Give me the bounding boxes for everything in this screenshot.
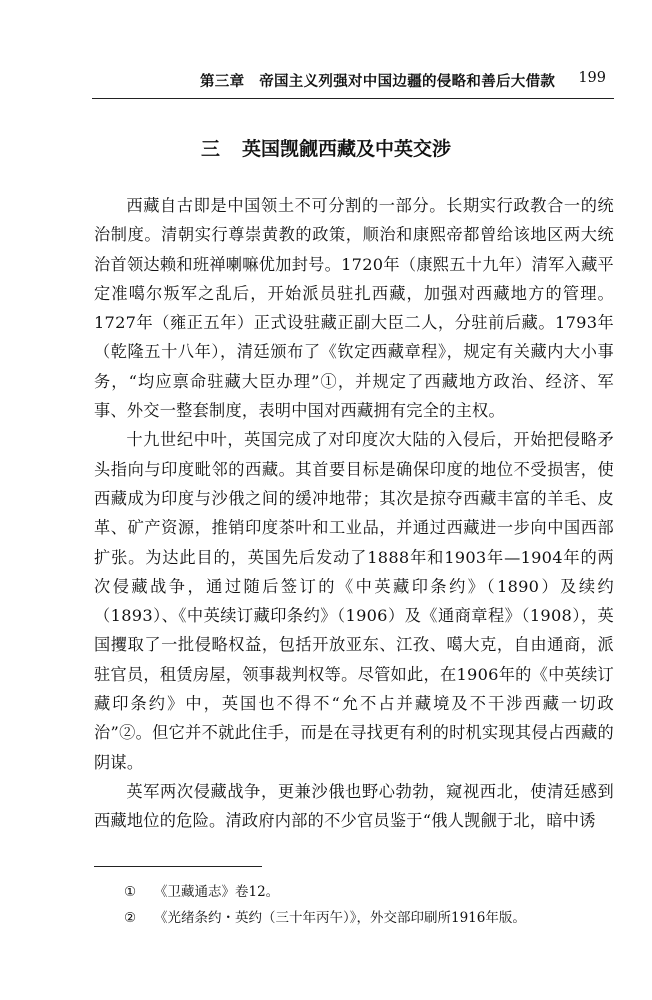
page-number: 199 bbox=[578, 70, 606, 86]
paragraph: 英军两次侵藏战争，更兼沙俄也野心勃勃，窥视西北，使清廷感到西藏地位的危险。清政府内部的不少官员鉴于“俄人觊觎于北，暗中诱 bbox=[94, 781, 614, 831]
running-header bbox=[92, 62, 614, 99]
footnote-marker: ② bbox=[124, 910, 137, 926]
footnotes bbox=[124, 879, 624, 931]
paragraph: 西藏自古即是中国领土不可分割的一部分。长期实行政教合一的统治制度。清朝实行尊崇黄教的政策，顺治和康熙帝都曾给该地区两大统治首领达赖和班禅喇嘛优加封号。1720年（康熙五十九年）清军入藏平定准噶尔叛军之乱后，开始派员驻扎西藏，加强对西藏地方的管理。1727年（雍正五年）正式设驻藏正副大臣二人，分驻前后藏。1793年（乾隆五十八年），清廷颁布了《钦定西藏章程》，规定有关藏内大小事务，“均应禀命驻藏大臣办理”①，并规定了西藏地方政治、经济、军事、外交一整套制度，表明中国对西藏拥有完全的主权。 bbox=[94, 196, 614, 421]
footnote bbox=[124, 879, 624, 905]
footnote-text: 《光绪条约・英约（三十年丙午）》，外交部印刷所1916年版。 bbox=[154, 910, 526, 926]
footnote-text: 《卫藏通志》卷12。 bbox=[154, 884, 280, 900]
section-heading bbox=[0, 134, 652, 161]
footnote-marker: ① bbox=[124, 884, 137, 900]
footnote-divider bbox=[94, 866, 262, 867]
section-title: 英国觊觎西藏及中英交涉 bbox=[242, 138, 452, 160]
chapter-title: 第三章 帝国主义列强对中国边疆的侵略和善后大借款 bbox=[200, 74, 556, 90]
body-text bbox=[94, 191, 614, 836]
paragraph: 十九世纪中叶，英国完成了对印度次大陆的入侵后，开始把侵略矛头指向与印度毗邻的西藏。其首要目标是确保印度的地位不受损害，使西藏成为印度与沙俄之间的缓冲地带；其次是掠夺西藏丰富的羊毛、皮革、矿产资源，推销印度茶叶和工业品，并通过西藏进一步向中国西部扩张。为达此目的，英国先后发动了1888年和1903年—1904年的两次侵藏战争，通过随后签订的《中英藏印条约》（1890）及续约（1893）、《中英续订藏印条约》（1906）及《通商章程》（1908），英国攫取了一批侵略权益，包括开放亚东、江孜、噶大克，自由通商，派驻官员，租赁房屋，领事裁判权等。尽管如此，在1906年的《中英续订藏印条约》中，英国也不得不“允不占并藏境及不干涉西藏一切政治”②。但它并不就此住手，而是在寻找更有利的时机实现其侵占西藏的阴谋。 bbox=[94, 430, 614, 772]
section-number: 三 bbox=[200, 138, 220, 160]
footnote bbox=[124, 905, 624, 931]
